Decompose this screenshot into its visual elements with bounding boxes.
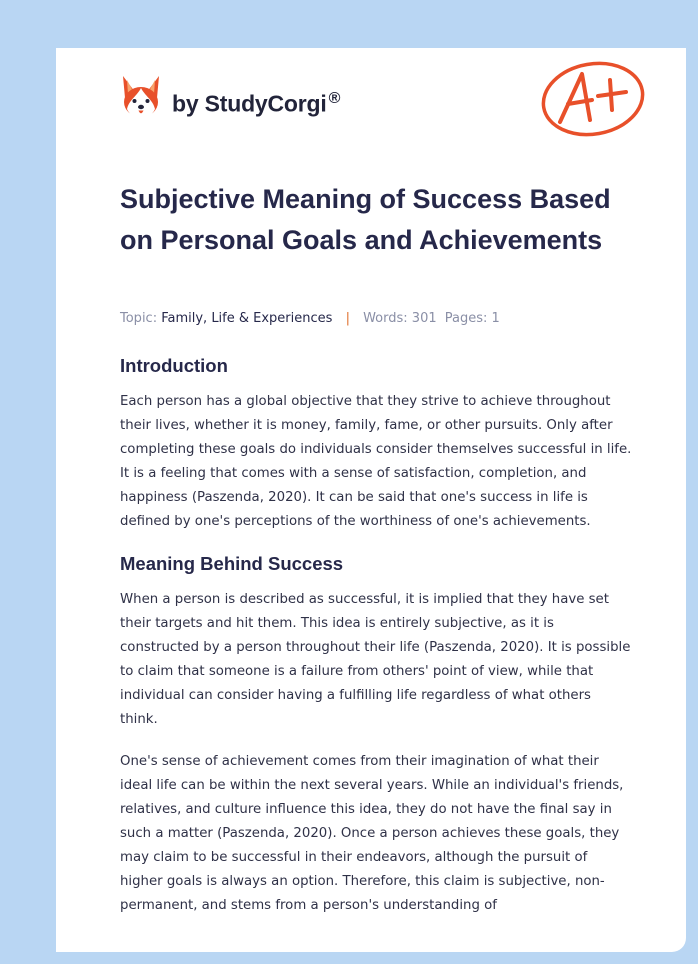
section-heading: Introduction [120, 355, 228, 376]
meta-separator: | [345, 311, 350, 326]
topic-link[interactable]: Family, Life & Experiences [161, 311, 333, 326]
document-page [56, 48, 686, 952]
paragraph: When a person is described as successful, it is implied that they have set their targets and hit them. This idea is entirely subjective, as it is constructed by a person throughout their life (Paszenda, 2020). It is possible to claim that someone is a failure from others' point of view, while that individual can consider having a fulfilling life regardless of what others think. [120, 592, 631, 727]
document-body [120, 353, 632, 918]
document-meta [120, 311, 500, 326]
word-count: Words: 301 [363, 311, 437, 326]
brand-name: by StudyCorgi ® [172, 90, 341, 117]
header [56, 48, 686, 158]
corgi-icon [120, 74, 162, 120]
paragraph: One's sense of achievement comes from their imagination of what their ideal life can be within the next several years. While an individual's friends, relatives, and culture influence this idea, they do not have the final say in such a matter (Paszenda, 2020). Once a person achieves these goals, they may claim to be successful in their endeavors, although the pursuit of higher goals is always an option. Therefore, this claim is subjective, non-permanent, and stems from a person's understanding of [120, 754, 624, 913]
page-count: Pages: 1 [444, 311, 500, 326]
registered-mark: ® [328, 90, 341, 108]
logo[interactable] [120, 74, 340, 120]
paragraph: Each person has a global objective that they strive to achieve throughout their lives, whether it is money, family, fame, or other pursuits. Only after completing these goals do individuals consider themselves successful in life. It is a feeling that comes with a sense of satisfaction, completion, and happiness (Paszenda, 2020). It can be said that one's success in life is defined by one's perceptions of the worthiness of one's achievements. [120, 394, 632, 529]
a-plus-icon [538, 58, 648, 140]
document-title: Subjective Meaning of Success Based on Personal Goals and Achievements [120, 184, 611, 255]
section-heading: Meaning Behind Success [120, 553, 344, 574]
topic-label: Topic: [120, 311, 158, 326]
